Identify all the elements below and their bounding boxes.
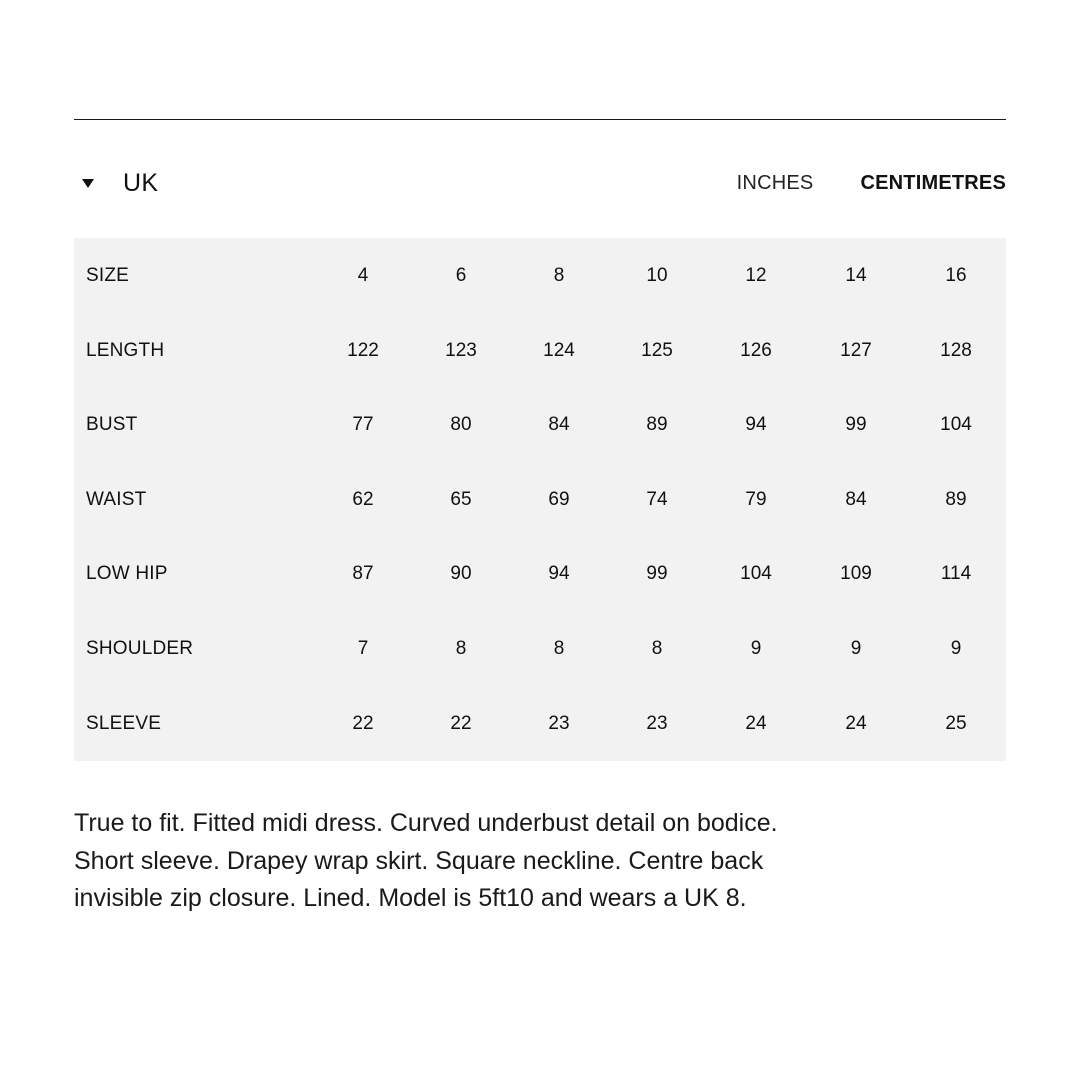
table-cell: 9: [850, 638, 862, 659]
table-cell: 12: [745, 265, 767, 286]
product-fit-description: True to fit. Fitted midi dress. Curved underbust detail on bodice. Short sleeve. Drapey wrap skirt. Square neckline. Centre back invisible zip closure. Lined. Model is 5ft10 and wears a UK 8.: [74, 809, 778, 912]
table-row: [74, 536, 1006, 611]
table-cell: 25: [945, 712, 967, 734]
table-cell: 127: [840, 339, 872, 361]
table-cell: 89: [945, 488, 967, 510]
table-cell: 94: [548, 563, 570, 585]
table-cell: 104: [740, 563, 772, 585]
table-cell: 14: [845, 265, 867, 286]
table-cell: 79: [745, 488, 767, 510]
table-row: [74, 611, 1006, 686]
table-cell: 22: [450, 712, 472, 734]
table-cell: 24: [845, 712, 867, 734]
table-cell: 6: [455, 265, 467, 286]
size-chart-table: [74, 238, 1006, 761]
table-cell: 99: [845, 414, 867, 436]
table-cell: 128: [940, 339, 972, 361]
table-cell: 23: [646, 712, 668, 734]
centimetres-option[interactable]: CENTIMETRES: [860, 171, 1006, 194]
row-label: SHOULDER: [86, 638, 194, 659]
table-cell: 87: [352, 563, 374, 585]
row-label: SIZE: [86, 265, 130, 286]
table-cell: 77: [352, 414, 374, 436]
region-label: UK: [123, 168, 159, 197]
inches-option[interactable]: INCHES: [736, 171, 814, 194]
table-cell: 122: [347, 339, 379, 361]
table-cell: 8: [553, 638, 565, 659]
table-cell: 8: [651, 638, 663, 659]
table-cell: 22: [352, 712, 374, 734]
row-label: LENGTH: [86, 339, 165, 361]
table-cell: 89: [646, 414, 668, 436]
table-cell: 84: [548, 414, 570, 436]
top-divider: [74, 119, 1006, 120]
table-cell: 16: [945, 265, 967, 286]
row-label: BUST: [86, 414, 138, 436]
table-cell: 23: [548, 712, 570, 734]
table-cell: 8: [455, 638, 467, 659]
table-cell: 74: [646, 488, 668, 510]
table-cell: 65: [450, 488, 472, 510]
unit-toggle: [737, 163, 1006, 203]
table-cell: 24: [745, 712, 767, 734]
table-cell: 99: [646, 563, 668, 585]
table-cell: 109: [840, 563, 872, 585]
caret-down-icon: [82, 179, 94, 188]
table-cell: 9: [950, 638, 962, 659]
region-dropdown[interactable]: [82, 163, 158, 203]
row-label: WAIST: [86, 488, 147, 510]
size-guide-header: [74, 163, 1006, 203]
table-cell: 69: [548, 488, 570, 510]
table-row: [74, 387, 1006, 462]
table-cell: 8: [553, 265, 565, 286]
table-row: [74, 238, 1006, 313]
table-row: [74, 462, 1006, 537]
table-row: [74, 686, 1006, 761]
table-cell: 80: [450, 414, 472, 436]
table-cell: 104: [940, 414, 972, 436]
table-row: [74, 313, 1006, 388]
row-label: LOW HIP: [86, 563, 168, 585]
table-cell: 4: [357, 265, 369, 286]
row-label: SLEEVE: [86, 712, 162, 734]
table-cell: 94: [745, 414, 767, 436]
table-cell: 62: [352, 488, 374, 510]
table-cell: 124: [543, 339, 575, 361]
table-cell: 123: [445, 339, 477, 361]
table-cell: 126: [740, 339, 772, 361]
table-cell: 125: [641, 339, 673, 361]
table-cell: 90: [450, 563, 472, 585]
table-cell: 9: [750, 638, 762, 659]
table-cell: 7: [357, 638, 369, 659]
table-cell: 84: [845, 488, 867, 510]
table-cell: 10: [646, 265, 668, 286]
table-cell: 114: [940, 563, 972, 585]
